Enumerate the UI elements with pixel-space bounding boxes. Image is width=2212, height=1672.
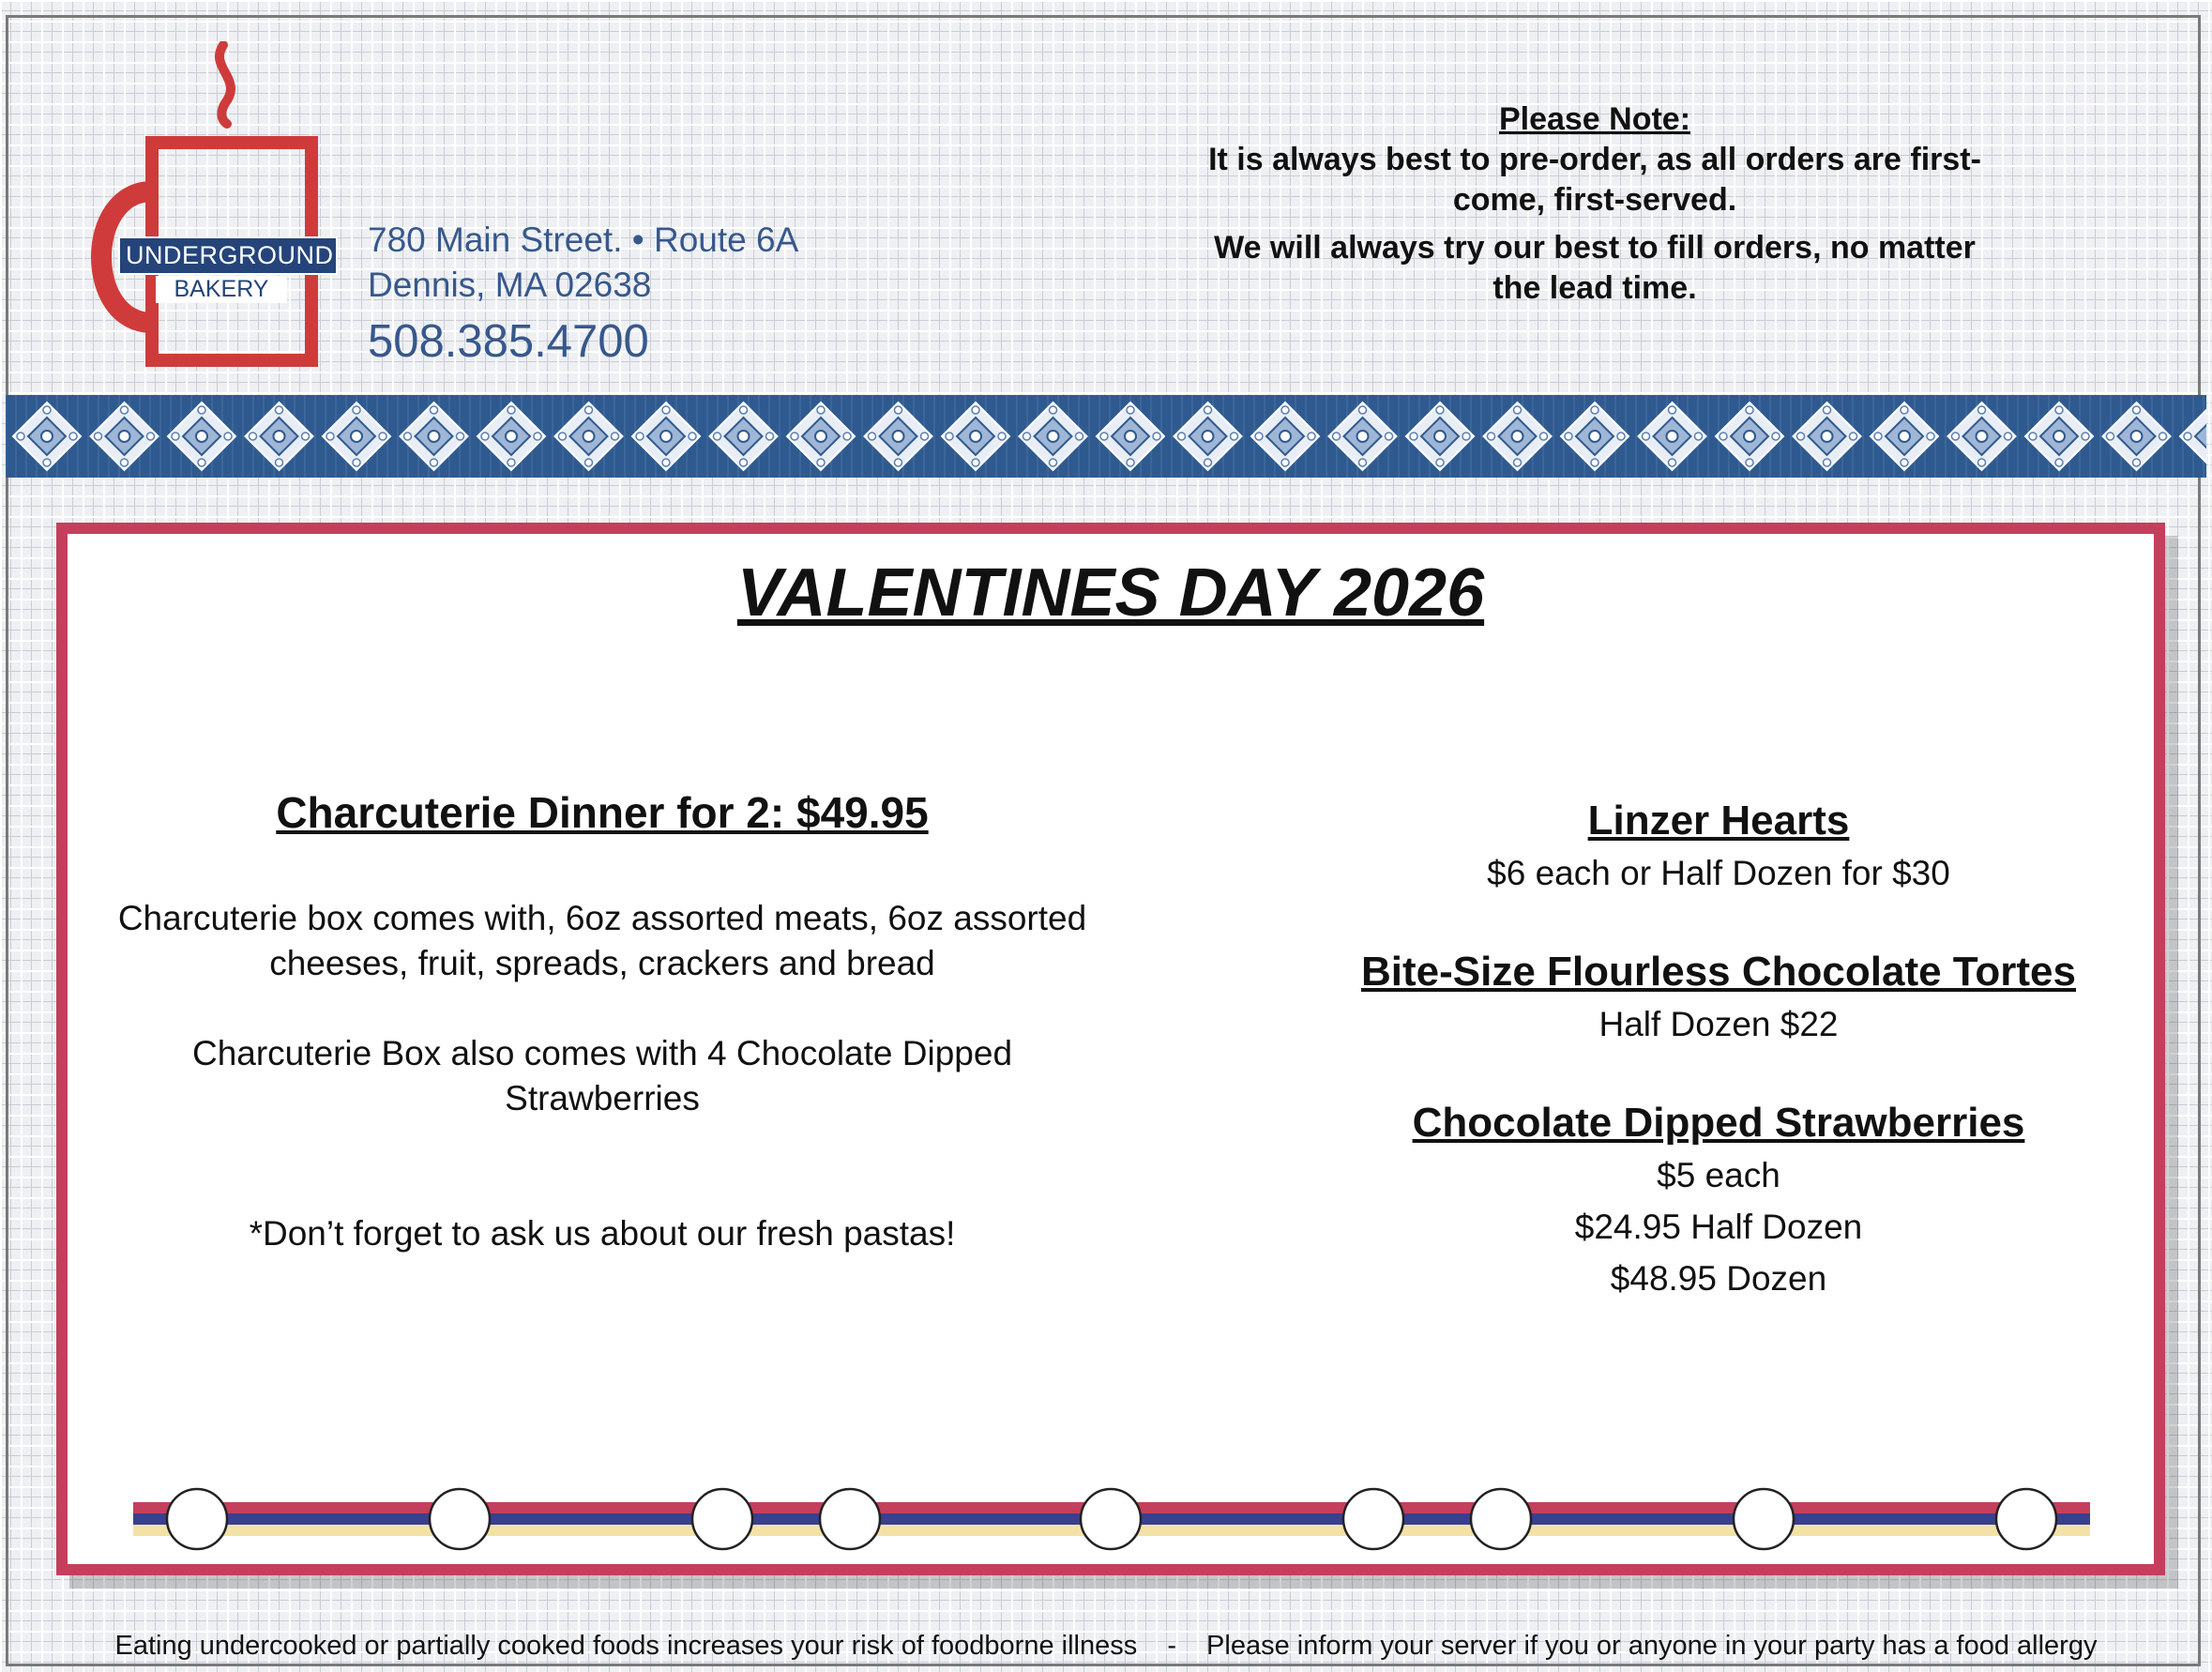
diamond-tile xyxy=(1406,403,1474,470)
dinner-title: Charcuterie Dinner for 2: $49.95 xyxy=(276,788,929,837)
coffee-mug-icon xyxy=(84,41,347,370)
items-section xyxy=(1231,795,2206,1304)
diamond-tile xyxy=(1020,403,1087,470)
item-title: Linzer Hearts xyxy=(1587,798,1850,844)
address-block xyxy=(368,218,798,372)
note-title: Please Note: xyxy=(1498,101,1691,137)
phone-number: 508.385.4700 xyxy=(368,316,649,367)
footer-disclaimer xyxy=(0,1631,2212,1662)
footer-right: Please inform your server if you or anyone in your party has a food allergy xyxy=(1206,1631,2098,1661)
city-address: Dennis, MA 02638 xyxy=(368,266,652,304)
dinner-extra: Charcuterie Box also comes with 4 Chocolate Dipped Strawberries xyxy=(191,1034,1013,1117)
diamond-tile xyxy=(477,403,545,470)
diamond-tile xyxy=(1871,403,1938,470)
bakery-logo xyxy=(84,41,347,370)
diamond-tile xyxy=(1484,403,1552,470)
item-price: $6 each or Half Dozen for $30 xyxy=(1487,854,1950,892)
diamond-tile xyxy=(1716,403,1783,470)
item-price: $48.95 Dozen xyxy=(1610,1259,1827,1298)
menu-item xyxy=(1231,1097,2206,1304)
stripe-circle xyxy=(430,1489,490,1549)
stripe-circle xyxy=(167,1489,227,1549)
footer-separator: - xyxy=(1167,1631,1176,1661)
menu-item xyxy=(1231,795,2206,899)
stripe-circle xyxy=(820,1489,880,1549)
diamond-tile xyxy=(168,403,235,470)
diamond-tile xyxy=(246,403,313,470)
note-paragraph-2: We will always try our best to fill orders, no matter the lead time. xyxy=(1214,230,1976,306)
diamond-tile xyxy=(1561,403,1629,470)
diamond-tile xyxy=(2103,403,2171,470)
diamond-tile xyxy=(710,403,778,470)
diamond-tile xyxy=(1174,403,1242,470)
diamond-tile xyxy=(1251,403,1319,470)
diamond-pattern xyxy=(6,395,2206,478)
diamond-tile xyxy=(787,403,855,470)
dinner-section xyxy=(105,787,1099,1256)
diamond-tile xyxy=(323,403,390,470)
stripe-with-circles xyxy=(133,1468,2090,1570)
stripe-circle xyxy=(1471,1489,1531,1549)
item-title: Chocolate Dipped Strawberries xyxy=(1412,1100,2025,1146)
diamond-tile xyxy=(91,403,159,470)
stripe-circle xyxy=(692,1489,752,1549)
dinner-description: Charcuterie box comes with, 6oz assorted meats, 6oz assorted cheeses, fruit, spreads, crackers and bread xyxy=(117,899,1087,982)
menu-item xyxy=(1231,946,2206,1050)
diamond-tile xyxy=(1794,403,1861,470)
stripe-circle xyxy=(1343,1489,1403,1549)
diamond-tile xyxy=(1639,403,1706,470)
note-paragraph-1: It is always best to pre-order, as all orders are first-come, first-served. xyxy=(1208,142,1981,218)
diamond-tile xyxy=(1948,403,2016,470)
please-note xyxy=(1191,99,1998,309)
item-price: $5 each xyxy=(1657,1156,1780,1194)
diamond-tile xyxy=(1329,403,1397,470)
diamond-tile xyxy=(555,403,623,470)
decorative-band xyxy=(6,395,2206,478)
stripe-circle xyxy=(1734,1489,1794,1549)
pasta-note: *Don’t forget to ask us about our fresh pastas! xyxy=(249,1214,956,1253)
item-title: Bite-Size Flourless Chocolate Tortes xyxy=(1360,949,2076,995)
footer-left: Eating undercooked or partially cooked foods increases your risk of foodborne illness xyxy=(114,1631,1138,1661)
decorative-stripe xyxy=(133,1502,2090,1536)
item-price: Half Dozen $22 xyxy=(1598,1005,1839,1043)
diamond-tile xyxy=(401,403,468,470)
street-address: 780 Main Street. • Route 6A xyxy=(368,220,799,259)
logo-line-1: UNDERGROUND xyxy=(118,236,338,275)
diamond-tile xyxy=(942,403,1009,470)
diamond-tile xyxy=(2025,403,2093,470)
diamond-tile xyxy=(632,403,700,470)
item-price: $24.95 Half Dozen xyxy=(1574,1208,1863,1246)
diamond-tile xyxy=(1097,403,1164,470)
logo-line-2: BAKERY xyxy=(156,276,287,303)
diamond-tile xyxy=(13,403,81,470)
menu-title: VALENTINES DAY 2026 xyxy=(736,555,1485,631)
stripe-circle xyxy=(1081,1489,1141,1549)
diamond-tile xyxy=(865,403,932,470)
menu-panel xyxy=(56,523,2165,1575)
stripe-circle xyxy=(1996,1489,2056,1549)
